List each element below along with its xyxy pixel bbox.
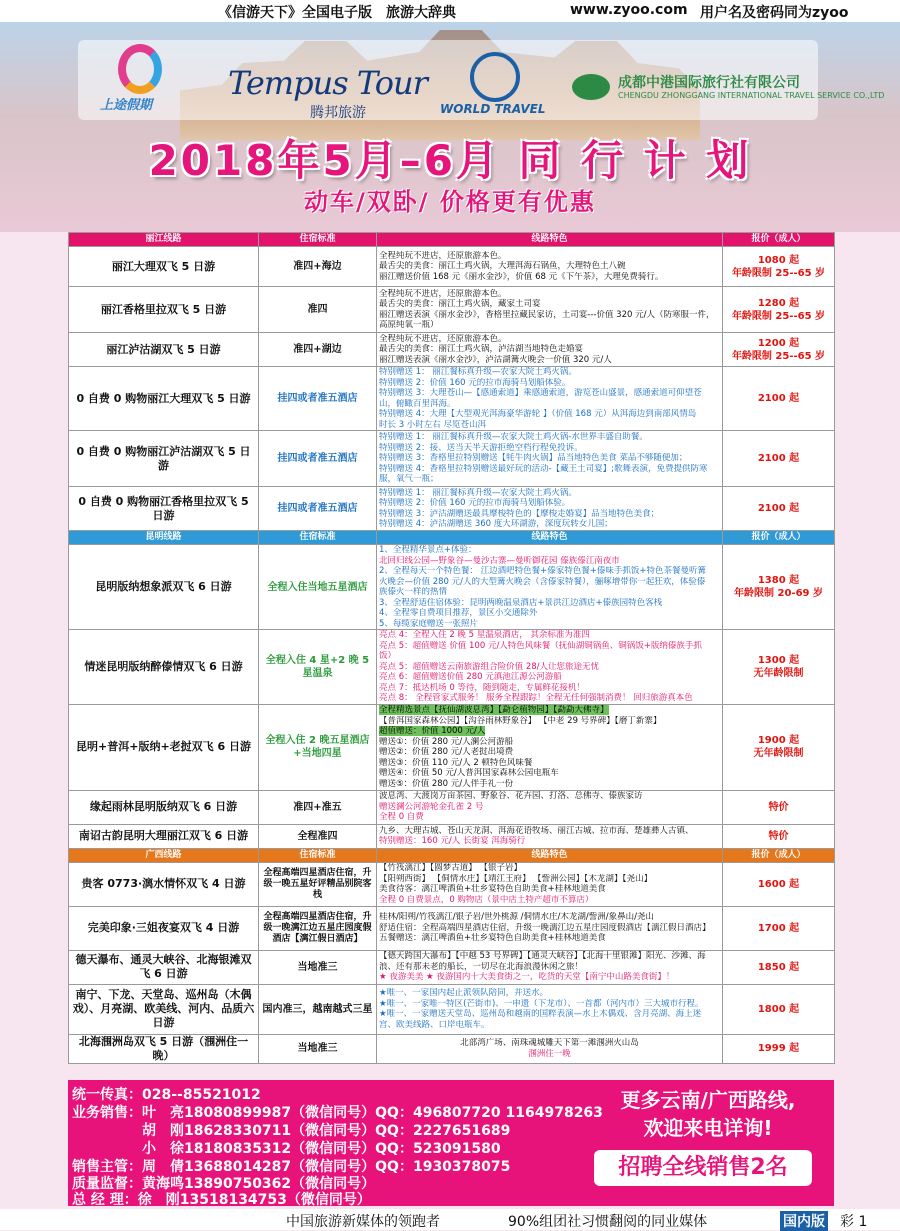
route-name: 情迷昆明版纳醉傣情双飞 6 日游	[69, 630, 259, 705]
table-row[interactable]	[69, 906, 835, 950]
sales-contact: 胡 刚18628330711（微信同号）QQ：2227651689	[72, 1123, 511, 1139]
sales-contact: 业务销售：叶 亮18080899987（微信同号）QQ：496807720 1164978263	[72, 1105, 603, 1121]
table-row[interactable]	[69, 487, 835, 531]
price: 1999 起	[723, 1034, 835, 1063]
accommodation: 全程入住 2 晚五星酒店+当地四星	[259, 704, 377, 790]
route-features: 【竹筏漓江】【圆梦古道】 【银子岩】 【阳朔西街】 【侗情水庄】【靖江王府】 【訾洲公园】【木龙湖】【尧山】 美食待客：漓江啤酒鱼+壮乡宴特色自助美食+桂林地道美食 全程 0 自费景点，0 购物店（景中店土特产超市不算店）	[377, 862, 723, 906]
accommodation: 挂四或者准五酒店	[259, 431, 377, 487]
table-row[interactable]	[69, 333, 835, 367]
route-name: 0 自费 0 购物丽江香格里拉双飞 5 日游	[69, 487, 259, 531]
top-banner	[0, 0, 900, 22]
footer-bar	[0, 1209, 900, 1230]
lijiang-header: 丽江线路 住宿标准 线路特色 报价（成人）	[69, 233, 835, 247]
fax-line: 统一传真：028--85521012	[72, 1087, 261, 1103]
accommodation: 全程高端四星酒店住宿，升级一晚五星好评精品别院客栈	[259, 862, 377, 906]
world-travel-logo-icon	[470, 52, 520, 102]
page-number: 彩 1	[840, 1214, 868, 1230]
zhonggang-logo-icon	[572, 74, 610, 100]
price: 1850 起	[723, 950, 835, 984]
page-subtitle: 动车/双卧/ 价格更有优惠	[304, 188, 596, 216]
shangtu-logo-icon	[118, 44, 162, 94]
route-name: 丽江泸沽湖双飞 5 日游	[69, 333, 259, 367]
accommodation: 全程入住当地五星酒店	[259, 545, 377, 630]
accommodation: 准四+准五	[259, 790, 377, 824]
route-features: 特别赠送 1： 丽江餐标真升级—农家大院土鸡火锅。 特别赠送 2：价值 160 元的拉市海骑马划船体验。 特别赠送 3：大理苍山—【感通索道】乘感通索道，游览苍山盛景，感通索道可仰望苍 山，俯瞰百里洱海。 特别赠送 4：大理【大型观光洱海豪华游轮 】（价值 168 元）从洱海边到南部风情岛 时长 3 小时左右 尽览苍山洱	[377, 367, 723, 431]
route-features: 1、全程精华景点+体验： 北回归线公园—野象谷—曼沙古寨—曼听御花园 傣族傣江南夜市 2、全程每天一个特色餐： 江边酒吧特色餐+傣家特色餐+傣味手抓饭+特色茶餐曼听篝 火晚会—价值 280 元/人的大型篝火晚会（含傣家特餐），骊啄增带你一起狂欢，体验傣 族傣火一样的热情 3、全程舒适住宿体验：昆明两晚温泉酒店+景洪江边酒店+傣族园特色客栈 4、全程零自费项目推荐，景区小交通除外 5、每缆家庭赠送一张照片	[377, 545, 723, 630]
price: 1380 起 年龄限制 20-69 岁	[723, 545, 835, 630]
route-features: 特别赠送 1： 丽江餐标真升级—农家大院土鸡火锅-水世界丰盛自助餐。 特别赠送 2：接、送当天半天游拒绝空档行程免投诉。 特别赠送 3：香格里拉特别赠送【牦牛肉火锅】品当地特色美食 菜品不够随便加； 特别赠送 4：香格里拉特别赠送最好玩的活动-【藏王土司宴】;歌舞表演，免费提供防寒 服，氧气一瓶；	[377, 431, 723, 487]
price: 1700 起	[723, 906, 835, 950]
price: 1600 起	[723, 862, 835, 906]
table-row[interactable]	[69, 862, 835, 906]
table-row[interactable]	[69, 367, 835, 431]
route-features: 【德天跨国大瀑布】【中越 53 号界碑】【通灵大峡谷】【北海十里银滩】阳光、沙滩、海 浪、还有那未老的船长，一切尽在北海浪漫休闲之旅！ ★ 夜游美美 ★ 夜游国内十大美食街之一，吃货的天堂【南宁中山路美食街】！	[377, 950, 723, 984]
accommodation: 全程高端四星酒店住宿，升级一晚漓江边五星庄园度假酒店【漓江假日酒店】	[259, 906, 377, 950]
route-features: 亮点 4：全程入住 2 晚 5 星温泉酒店， 其余标准为准四 亮点 5：超值赠送 价值 100 元/人特色风味餐（抚仙湖铜锅鱼、铜锅饭+版纳傣族手抓 饭） 亮点 5：超值赠送云南旅游组合险价值 28/人让您旅途无忧 亮点 6：超值赠送价值 280 元滇池江源公河游船 亮点 7：抵达机场 0 等待，随到随走，专属鲜花接机！ 亮点 8： 全程管家式服务！ 服务全程跟踪！全程无任何强制消费！ 回归旅游真本色	[377, 630, 723, 705]
table-row[interactable]	[69, 545, 835, 630]
promo-text: 更多云南/广西路线, 欢迎来电详询!	[620, 1088, 796, 1140]
route-features: 全程纯玩不进店，还原旅游本色。 最舌尖的美食：丽江土鸡火锅，藏家土司宴 丽江赠送表演《丽水金沙》，香格里拉藏民家访，土司宴---价值 320 元/人（防寒服一件， 高原纯氧一瓶）	[377, 287, 723, 333]
page-title: 2018年5月–6月 同 行 计 划	[148, 136, 752, 185]
footer-tagline: 90%组团社习惯翻阅的同业媒体	[508, 1214, 708, 1230]
table-row[interactable]	[69, 950, 835, 984]
route-name: 完美印象·三姐夜宴双飞 4 日游	[69, 906, 259, 950]
contact-panel	[68, 1080, 834, 1206]
route-name: 0 自费 0 购物丽江大理双飞 5 日游	[69, 367, 259, 431]
shangtu-logo: 上途假期	[100, 44, 180, 114]
guangxi-header: 广西线路 住宿标准 线路特色 报价（成人）	[69, 848, 835, 862]
route-name: 缘起雨林昆明版纳双飞 6 日游	[69, 790, 259, 824]
zhonggang-logo-en: CHENGDU ZHONGGANG INTERNATIONAL TRAVEL SERVICE CO.,LTD	[618, 91, 885, 100]
kunming-header: 昆明线路 住宿标准 线路特色 报价（成人）	[69, 531, 835, 545]
price: 2100 起	[723, 487, 835, 531]
price: 1080 起 年龄限制 25--65 岁	[723, 247, 835, 287]
route-features: 桂林/阳朔/竹筏漓江/银子岩/世外桃源 /侗情水庄/木龙湖/訾洲/象鼻山/尧山 舒适住宿：全程高端四星酒店住宿，升级一晚漓江边五星庄园度假酒店【漓江假日酒店】 五餐赠送：漓江啤酒鱼+壮乡宴特色自助美食+桂林地道美食	[377, 906, 723, 950]
sales-manager: 销售主管：周 倩13688014287（微信同号）QQ：1930378075	[72, 1159, 511, 1175]
price: 1800 起	[723, 984, 835, 1034]
route-name: 南宁、下龙、天堂岛、巡州岛（木偶戏）、月亮湖、欧美线、河内、品质六日游	[69, 984, 259, 1034]
table-row[interactable]	[69, 1034, 835, 1063]
world-travel-logo-text: WORLD TRAVEL	[440, 102, 546, 116]
route-features: ★唯一、一家国内起止派领队陪同，并送水。 ★唯一、一家唯一特区(芒街市)、一申遗（下龙市）、一首都（河内市）三大城市行程。 ★唯一、一家赠送天堂岛、巡州岛和越南的国粹表演—水上木偶戏、含月亮湖、海上迷 宫、欧美线路、口岸电瓶车。	[377, 984, 723, 1034]
accommodation: 国内准三，越南越式三星	[259, 984, 377, 1034]
route-name: 丽江香格里拉双飞 5 日游	[69, 287, 259, 333]
route-features: 全程精选景点【抚仙湖波息湾】【勐仑植物园】【勐勐大佛寺】 【普洱国家森林公园】【沟谷雨林野象谷】 【中老 29 号界碑】【磨丁新寨】 超值赠送：价值 1000 元/人 赠送①：价值 280 元/人澜公河游船 赠送②：价值 280 元/人老挝出境费 赠送③：价值 110 元/人 2 顿特色风味餐 赠送④：价值 50 元/人普洱国家森林公园电瓶车 赠送⑤：价值 280 元/人伴手礼一份	[377, 704, 723, 790]
route-features: 波息湾、大渡岗万亩茶园、野象谷、花卉园、打洛、总佛寺、傣族家访 赠送澜公河游轮金孔雀 2 号 全程 0 自费	[377, 790, 723, 824]
accommodation: 当地准三	[259, 950, 377, 984]
accommodation: 准四+湖边	[259, 333, 377, 367]
route-name: 南诏古韵昆明大理丽江双飞 6 日游	[69, 824, 259, 848]
accommodation: 准四+海边	[259, 247, 377, 287]
accommodation: 全程准四	[259, 824, 377, 848]
recruit-badge: 招聘全线销售2名	[594, 1150, 812, 1186]
price: 2100 起	[723, 431, 835, 487]
accommodation: 当地准三	[259, 1034, 377, 1063]
table-row[interactable]	[69, 984, 835, 1034]
accommodation: 挂四或者准五酒店	[259, 367, 377, 431]
accommodation: 挂四或者准五酒店	[259, 487, 377, 531]
route-features: 特别赠送 1： 丽江餐标真升级—农家大院土鸡火锅。 特别赠送 2：价值 160 元的拉市海骑马划船体验。 特别赠送 3：泸沽湖赠送最具摩梭特色的【摩梭走婚宴】品当地特色美食； 特别赠送 4：泸沽湖赠送 360 度大环湖游，深度玩转女儿国；	[377, 487, 723, 531]
price: 1200 起 年龄限制 25--65 岁	[723, 333, 835, 367]
quality-supervisor: 质量监督：黄海鸣13890750362（微信同号）	[72, 1176, 376, 1192]
price: 特价	[723, 824, 835, 848]
table-row[interactable]	[69, 247, 835, 287]
footer-slogan: 中国旅游新媒体的领跑者	[286, 1214, 440, 1230]
price: 1280 起 年龄限制 25--65 岁	[723, 287, 835, 333]
route-name: 北海涠洲岛双飞 5 日游（涠洲住一晚）	[69, 1034, 259, 1063]
route-name: 德天瀑布、通灵大峡谷、北海银滩双飞 6 日游	[69, 950, 259, 984]
website-link[interactable]: www.zyoo.com	[570, 2, 688, 18]
tempus-logo-text: Tempus Tour	[228, 64, 427, 102]
price: 1300 起 无年龄限制	[723, 630, 835, 705]
accommodation: 准四	[259, 287, 377, 333]
route-name: 昆明+普洱+版纳+老挝双飞 6 日游	[69, 704, 259, 790]
table-row[interactable]	[69, 790, 835, 824]
tempus-logo-sub: 腾邦旅游	[310, 105, 366, 121]
route-features: 全程纯玩不进店，还原旅游本色。 最舌尖的美食：丽江土鸡火锅，大理洱海石锅鱼，大理特色土八碗 丽江赠送价值 168 元《丽水金沙》，价值 68 元《下午茶》，大理免费骑行。	[377, 247, 723, 287]
route-features: 北部湾广场、南珠魂城雕天下第一滩涠洲火山岛 涠洲住一晚	[377, 1034, 723, 1063]
route-table	[68, 232, 834, 1064]
table-row[interactable]	[69, 704, 835, 790]
route-name: 丽江大理双飞 5 日游	[69, 247, 259, 287]
route-features: 九乡、大理古城、苍山天龙洞、洱海花语牧场、丽江古城、拉市海、楚雄彝人古镇、 特别赠送：160 元/人 长街宴 洱海骑行	[377, 824, 723, 848]
edition-badge: 国内版	[780, 1211, 828, 1231]
route-name: 昆明版纳想象派双飞 6 日游	[69, 545, 259, 630]
general-manager: 总 经 理：徐 刚13518134753（微信同号）	[72, 1192, 371, 1208]
price: 2100 起	[723, 367, 835, 431]
accommodation: 全程入住 4 星+2 晚 5 星温泉	[259, 630, 377, 705]
price: 1900 起 无年龄限制	[723, 704, 835, 790]
table-row[interactable]	[69, 824, 835, 848]
table-row[interactable]	[69, 431, 835, 487]
login-hint: 用户名及密码同为zyoo	[700, 5, 849, 21]
magazine-name: 《信游天下》全国电子版 旅游大辞典	[218, 5, 456, 21]
zhonggang-logo-text: 成都中港国际旅行社有限公司	[618, 75, 800, 91]
sales-contact: 小 徐18180835312（微信同号）QQ：523091580	[72, 1141, 501, 1157]
table-row[interactable]	[69, 287, 835, 333]
route-name: 贵客 0773·漓水情怀双飞 4 日游	[69, 862, 259, 906]
price: 特价	[723, 790, 835, 824]
table-row[interactable]	[69, 630, 835, 705]
route-features: 全程纯玩不进店，还原旅游本色。 最舌尖的美食：丽江土鸡火锅，泸沽湖当地特色走婚宴 丽江赠送表演《丽水金沙》，泸沽湖篝火晚会一价值 320 元/人	[377, 333, 723, 367]
route-name: 0 自费 0 购物丽江泸沽湖双飞 5 日游	[69, 431, 259, 487]
